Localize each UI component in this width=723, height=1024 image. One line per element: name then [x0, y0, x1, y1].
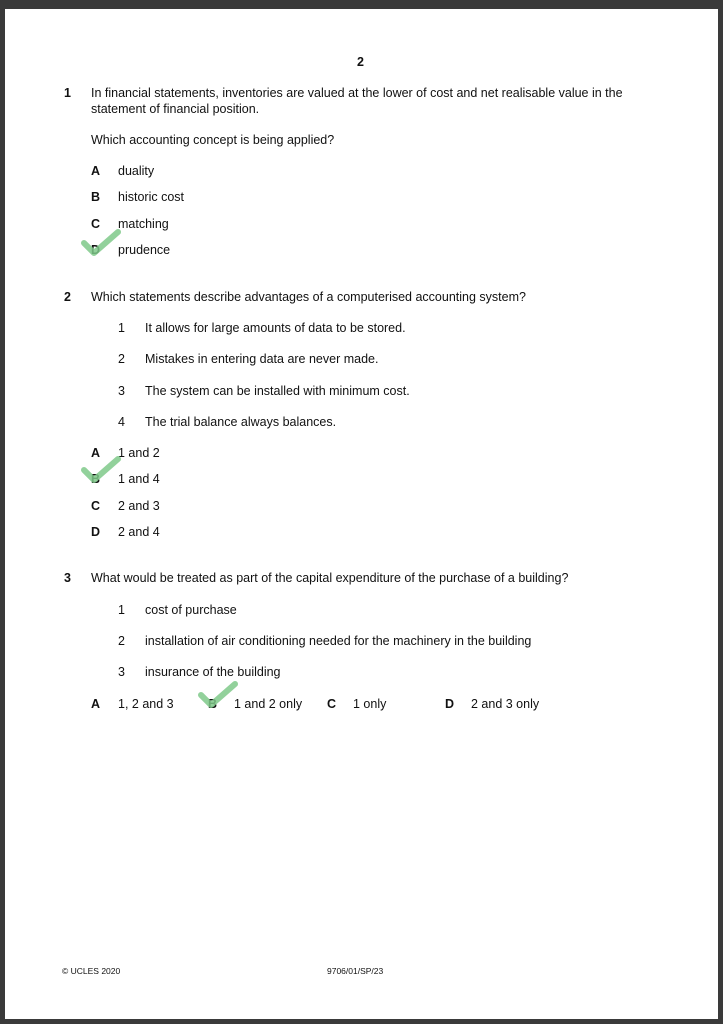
page-number: 2: [357, 55, 364, 69]
q2-statement-2-num: 2: [118, 352, 125, 366]
q3-statement-3-text: insurance of the building: [145, 665, 281, 679]
q2-statement-4-text: The trial balance always balances.: [145, 415, 337, 429]
q3-option-c-text[interactable]: 1 only: [353, 697, 387, 711]
q2-statement-3-num: 3: [118, 384, 125, 398]
q3-option-a-letter[interactable]: A: [91, 697, 101, 711]
exam-page: [5, 9, 718, 1019]
question-1-prompt: Which accounting concept is being applied?: [91, 133, 335, 147]
q3-statement-1-num: 1: [118, 603, 125, 617]
q2-option-d-text[interactable]: 2 and 4: [118, 525, 160, 539]
q2-option-a-letter[interactable]: A: [91, 446, 101, 460]
q1-option-b-letter[interactable]: B: [91, 190, 101, 204]
q3-checkmark-icon: [198, 681, 238, 709]
q3-option-b-letter[interactable]: B: [208, 697, 218, 711]
q2-statement-1-text: It allows for large amounts of data to be stored.: [145, 321, 406, 335]
q2-option-d-letter[interactable]: D: [91, 525, 101, 539]
q2-option-b-letter[interactable]: B: [91, 472, 101, 486]
q2-option-b-text[interactable]: 1 and 4: [118, 472, 160, 486]
q3-option-a-text[interactable]: 1, 2 and 3: [118, 697, 174, 711]
q2-statement-4-num: 4: [118, 415, 125, 429]
question-2-number: 2: [64, 290, 71, 304]
q3-option-d-letter[interactable]: D: [445, 697, 455, 711]
q2-checkmark-icon: [81, 456, 121, 484]
q3-option-d-text[interactable]: 2 and 3 only: [471, 697, 540, 711]
question-3-number: 3: [64, 571, 71, 585]
footer-copyright: © UCLES 2020: [62, 966, 121, 976]
question-3-stem: What would be treated as part of the capital expenditure of the purchase of a building?: [91, 571, 569, 585]
q2-statement-3-text: The system can be installed with minimum cost.: [145, 384, 410, 398]
q1-option-d-text[interactable]: prudence: [118, 243, 171, 257]
q3-statement-2-num: 2: [118, 634, 125, 648]
q1-option-c-letter[interactable]: C: [91, 217, 101, 231]
q2-statement-2-text: Mistakes in entering data are never made.: [145, 352, 379, 366]
q2-option-c-letter[interactable]: C: [91, 499, 101, 513]
q2-option-a-text[interactable]: 1 and 2: [118, 446, 160, 460]
q1-option-a-letter[interactable]: A: [91, 164, 101, 178]
q3-option-c-letter[interactable]: C: [327, 697, 337, 711]
question-1-number: 1: [64, 86, 71, 100]
q3-statement-1-text: cost of purchase: [145, 603, 237, 617]
q1-option-a-text[interactable]: duality: [118, 164, 155, 178]
q1-option-c-text[interactable]: matching: [118, 217, 169, 231]
question-1-stem: In financial statements, inventories are valued at the lower of cost and net realisable value in the statement of financial position.: [91, 86, 623, 116]
q1-option-d-letter[interactable]: D: [91, 243, 101, 257]
question-2-stem: Which statements describe advantages of a computerised accounting system?: [91, 290, 526, 304]
q2-statement-1-num: 1: [118, 321, 125, 335]
q1-option-b-text[interactable]: historic cost: [118, 190, 184, 204]
q2-option-c-text[interactable]: 2 and 3: [118, 499, 160, 513]
q3-option-b-text[interactable]: 1 and 2 only: [234, 697, 303, 711]
q3-statement-2-text: installation of air conditioning needed for the machinery in the building: [145, 634, 532, 648]
footer-code: 9706/01/SP/23: [327, 966, 384, 976]
q1-checkmark-icon: [81, 229, 121, 257]
q3-statement-3-num: 3: [118, 665, 125, 679]
